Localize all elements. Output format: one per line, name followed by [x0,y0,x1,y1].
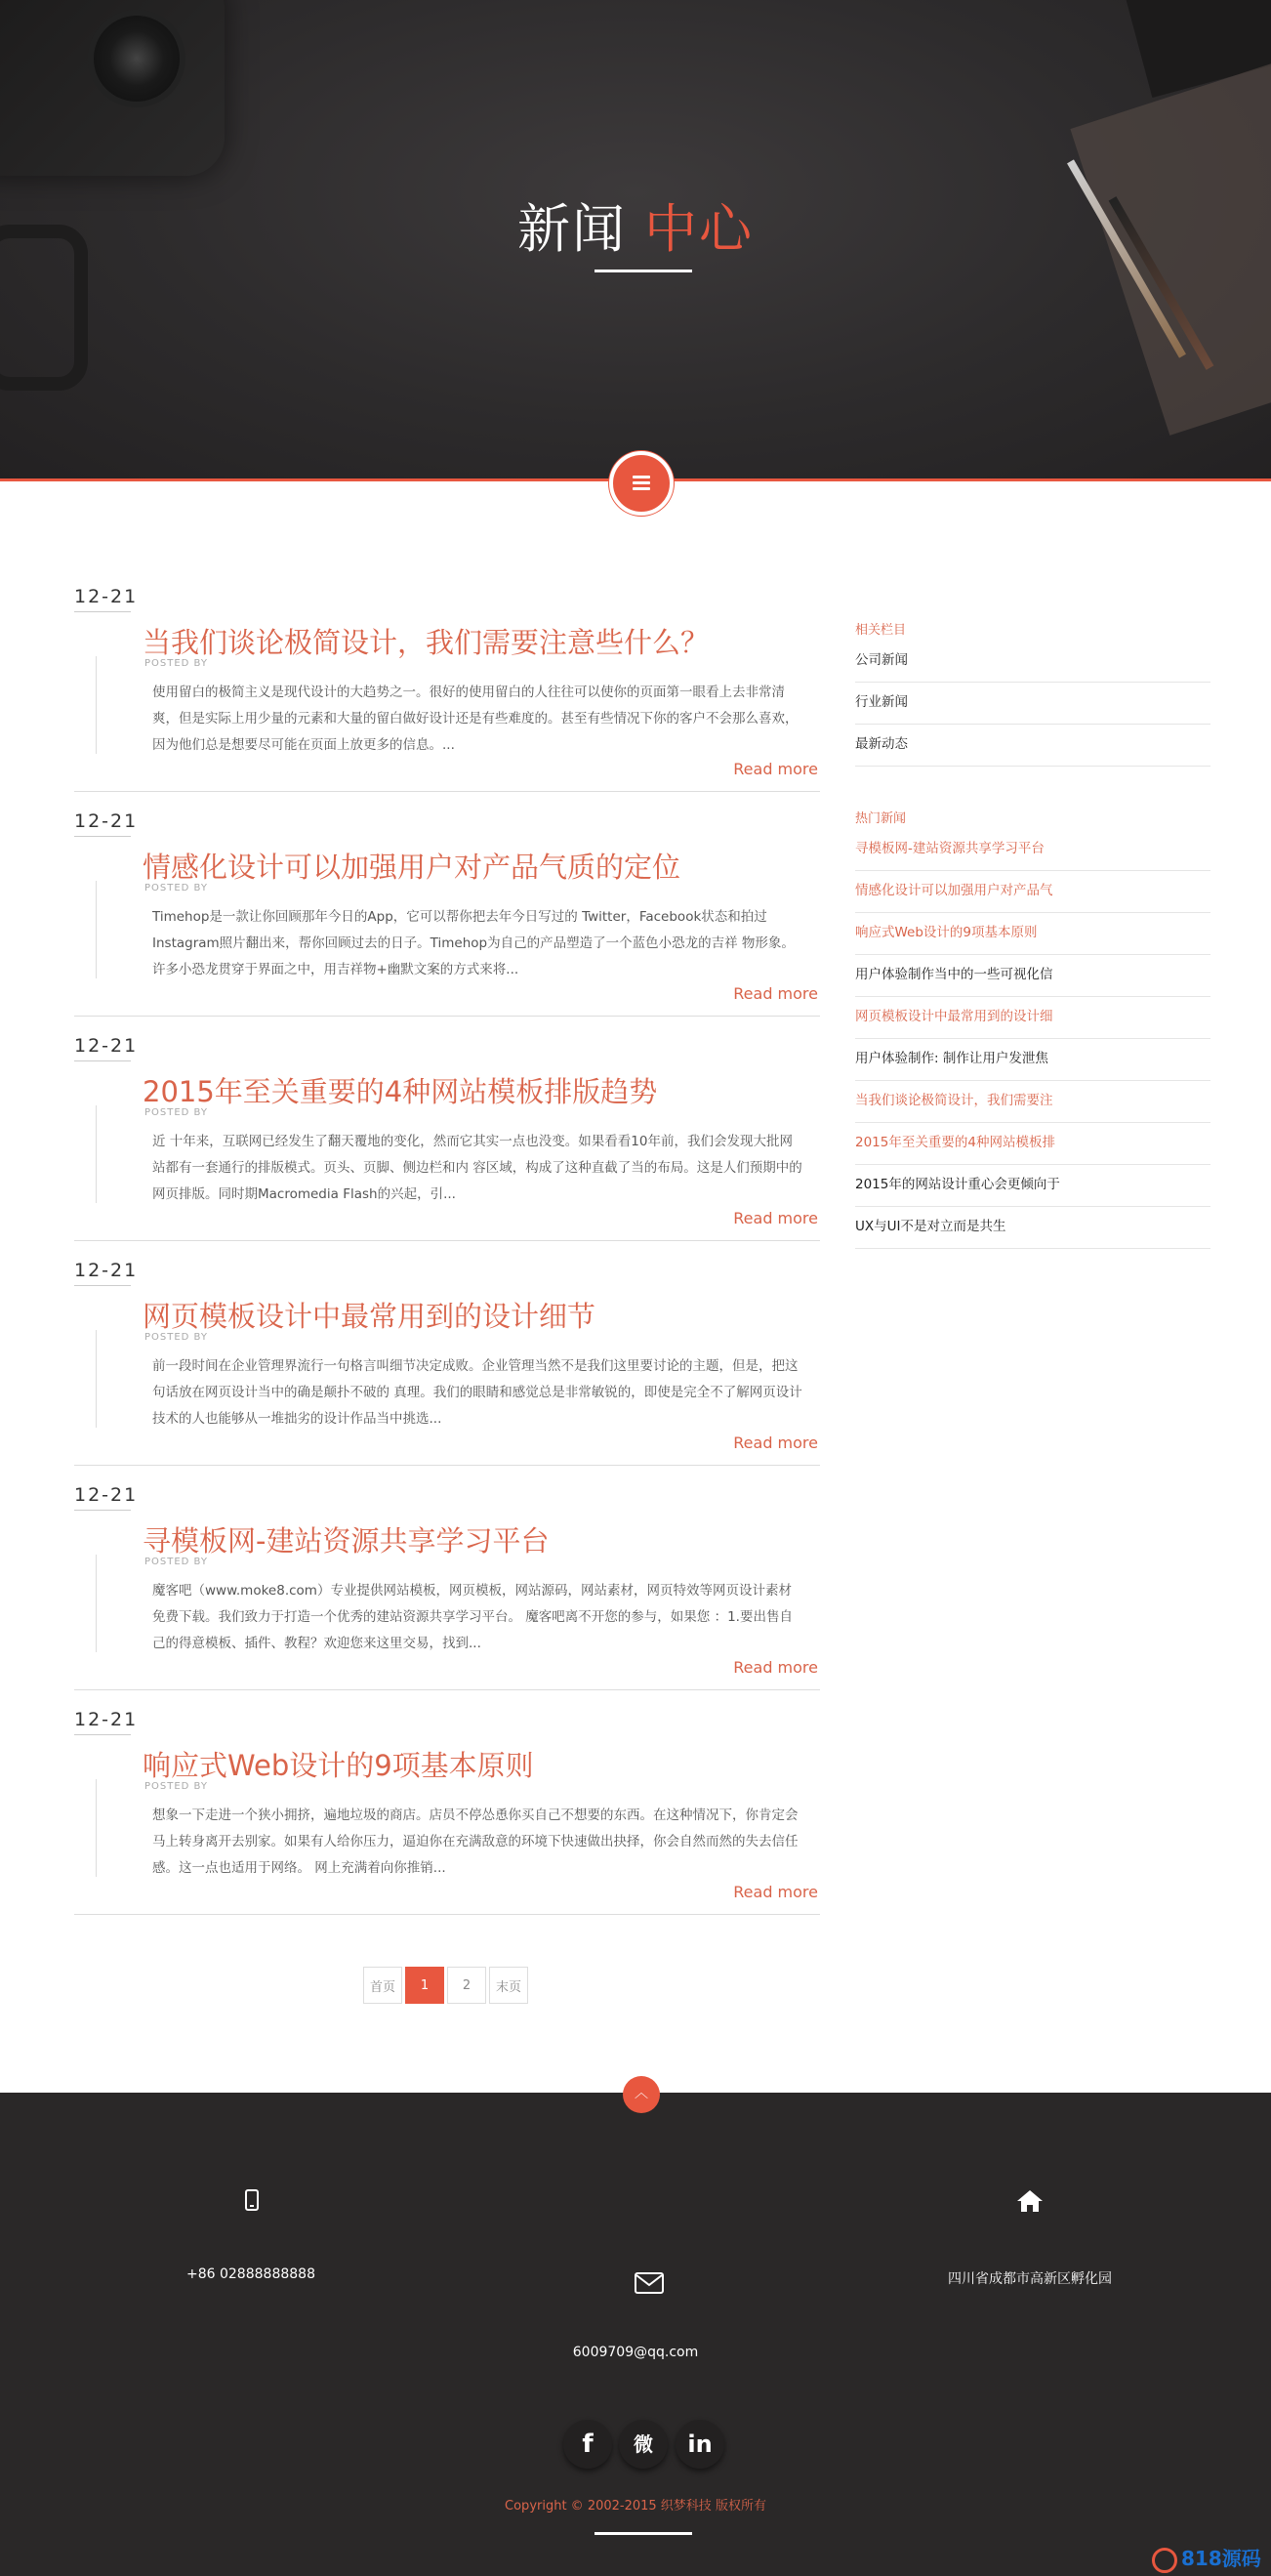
article-divider [74,1016,820,1017]
article-date: 12-21 [74,1709,139,1730]
read-more-link[interactable]: Read more [733,1209,818,1227]
read-more-link[interactable]: Read more [733,1658,818,1677]
hot-news-link[interactable]: 当我们谈论极简设计，我们需要注 [855,1081,1210,1123]
footer-address: 四川省成都市高新区孵化园 [948,2271,1112,2287]
article-item [74,1709,820,1933]
related-category-link[interactable]: 行业新闻 [855,683,1210,725]
hot-news-link[interactable]: 用户体验制作当中的一些可视化信 [855,955,1210,997]
article-title-link[interactable]: 2015年至关重要的4种网站模板排版趋势 [143,1075,658,1108]
article-timeline [96,1779,97,1877]
article-item [74,586,820,810]
article-posted-by: POSTED BY [144,1332,208,1343]
page-current-button[interactable]: 1 [405,1967,444,2004]
related-heading: 相关栏目 [855,623,907,638]
article-posted-by: POSTED BY [144,883,208,893]
article-timeline [96,1330,97,1428]
article-list [74,586,820,1933]
article-title-link[interactable]: 网页模板设计中最常用到的设计细节 [143,1300,596,1333]
article-title-link[interactable]: 响应式Web设计的9项基本原则 [143,1749,534,1782]
article-divider [74,1465,820,1466]
article-divider [74,1240,820,1241]
play-icon [1152,2548,1177,2573]
back-to-top-button[interactable] [623,2076,660,2113]
footer-underline [594,2532,692,2535]
article-excerpt: 前一段时间在企业管理界流行一句格言叫细节决定成败。企业管理当然不是我们这里要讨论的主题，但是，把这句话放在网页设计当中的确是颠扑不破的 真理。我们的眼睛和感觉总是非常敏锐的，即使是完全不了解网页设计技术的人也能够从一堆拙劣的设计作品当中挑选... [152,1358,802,1427]
article-timeline [96,656,97,754]
article-date: 12-21 [74,1260,139,1281]
article-timeline [96,881,97,978]
hot-news-link[interactable]: UX与UI不是对立而是共生 [855,1207,1210,1249]
camera-image [0,0,225,176]
read-more-link[interactable]: Read more [733,1883,818,1901]
page-title-accent: 中心 [644,198,754,260]
date-underline [74,1060,131,1061]
date-underline [74,1510,131,1511]
facebook-icon[interactable]: f [563,2420,612,2469]
page-2-button[interactable]: 2 [447,1967,486,2004]
article-posted-by: POSTED BY [144,658,208,669]
title-underline [594,270,692,272]
home-icon [1015,2189,1045,2219]
article-date: 12-21 [74,1035,139,1057]
article-divider [74,791,820,792]
linkedin-icon[interactable]: in [676,2420,724,2469]
hot-news-link[interactable]: 情感化设计可以加强用户对产品气 [855,871,1210,913]
article-posted-by: POSTED BY [144,1557,208,1567]
watermark-text: 818源码 [1181,2547,1261,2570]
page-title-main: 新闻 [517,198,627,260]
article-item [74,1484,820,1709]
article-title-link[interactable]: 当我们谈论极简设计，我们需要注意些什么？ [143,626,710,659]
article-item [74,810,820,1035]
hero-banner [0,0,1271,480]
article-excerpt: 使用留白的极简主义是现代设计的大趋势之一。很好的使用留白的人往往可以使你的页面第一眼看上去非常清爽，但是实际上用少量的元素和大量的留白做好设计还是有些难度的。甚至有些情况下你的客户不会那么喜欢，因为他们总是想要尽可能在页面上放更多的信息。... [152,685,799,753]
read-more-link[interactable]: Read more [733,984,818,1003]
article-timeline [96,1105,97,1203]
date-underline [74,1285,131,1286]
weibo-icon[interactable]: 微 [619,2420,668,2469]
hot-news-link[interactable]: 2015年的网站设计重心会更倾向于 [855,1165,1210,1207]
footer-phone: +86 02888888888 [186,2266,315,2282]
footer-email: 6009709@qq.com [572,2345,699,2360]
read-more-link[interactable]: Read more [733,760,818,778]
article-item [74,1035,820,1260]
article-posted-by: POSTED BY [144,1781,208,1792]
article-item [74,1260,820,1484]
hot-heading: 热门新闻 [855,811,907,826]
sidebar [855,619,1210,1249]
article-excerpt: 想象一下走进一个狭小拥挤，遍地垃圾的商店。店员不停怂恿你买自己不想要的东西。在这种情况下，你肯定会马上转身离开去别家。如果有人给你压力，逼迫你在充满敌意的环境下快速做出抉择，你会自然而然的失去信任感。这一点也适用于网络。 网上充满着向你推销... [152,1807,799,1876]
menu-badge[interactable] [609,451,674,516]
article-divider [74,1914,820,1915]
article-posted-by: POSTED BY [144,1107,208,1118]
hot-news-link[interactable]: 网页模板设计中最常用到的设计细 [855,997,1210,1039]
pagination [363,1967,528,2004]
hot-news-link[interactable]: 用户体验制作: 制作让用户发泄焦 [855,1039,1210,1081]
hot-news-link[interactable]: 寻模板网-建站资源共享学习平台 [855,829,1210,871]
phone-icon [240,2189,264,2217]
chevron-up-icon: ︿ [635,2086,648,2101]
article-date: 12-21 [74,586,139,607]
article-excerpt: 魔客吧（www.moke8.com）专业提供网站模板，网页模板，网站源码，网站素材，网页特效等网页设计素材免费下载。我们致力于打造一个优秀的建站资源共享学习平台。 魔客吧离不开您的参与，如果您 ：1.要出售自己的得意模板、插件、教程？欢迎您来这里交易，找到... [152,1583,793,1651]
related-category-link[interactable]: 最新动态 [855,725,1210,767]
envelope-icon [633,2272,666,2300]
article-title-link[interactable]: 寻模板网-建站资源共享学习平台 [143,1524,550,1558]
page-title [0,187,1271,263]
article-excerpt: Timehop是一款让你回顾那年今日的App，它可以帮你把去年今日写过的 Twitter，Facebook状态和拍过Instagram照片翻出来，帮你回顾过去的日子。Timehop为自己的产品塑造了一个蓝色小恐龙的吉祥 物形象。许多小恐龙贯穿于界面之中，用吉祥物+幽默文案的方式来将... [152,909,795,977]
article-date: 12-21 [74,810,139,832]
read-more-link[interactable]: Read more [733,1433,818,1452]
page-first-button[interactable]: 首页 [363,1967,402,2004]
article-title-link[interactable]: 情感化设计可以加强用户对产品气质的定位 [143,851,681,884]
page-last-button[interactable]: 末页 [489,1967,528,2004]
article-timeline [96,1555,97,1652]
date-underline [74,611,131,612]
list-icon [633,476,650,491]
watermark-logo [1152,2543,1261,2573]
related-category-link[interactable]: 公司新闻 [855,641,1210,683]
date-underline [74,1734,131,1735]
article-excerpt: 近 十年来，互联网已经发生了翻天覆地的变化，然而它其实一点也没变。如果看看10年前，我们会发现大批网站都有一套通行的排版模式。页头、页脚、侧边栏和内 容区域，构成了这种直截了当的布局。这是人们预期中的网页排版。同时期Macromedia Flash的兴起，引... [152,1134,802,1202]
hot-news-link[interactable]: 响应式Web设计的9项基本原则 [855,913,1210,955]
article-divider [74,1689,820,1690]
hot-news-link[interactable]: 2015年至关重要的4种网站模板排 [855,1123,1210,1165]
date-underline [74,836,131,837]
copyright-text: Copyright © 2002-2015 织梦科技 版权所有 [505,2499,766,2514]
article-date: 12-21 [74,1484,139,1506]
